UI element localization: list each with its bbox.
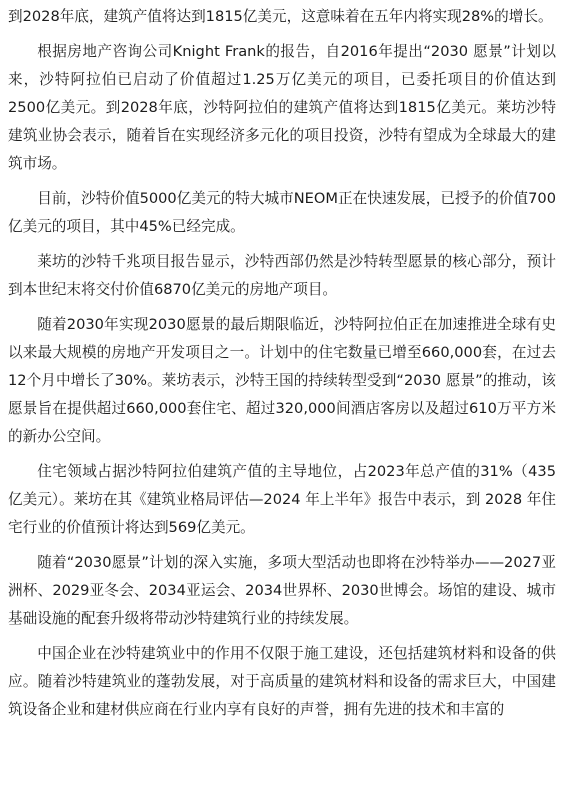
paragraph-1: 到2028年底，建筑产值将达到1815亿美元，这意味着在五年内将实现28%的增长。: [8, 8, 553, 25]
paragraph-6: 住宅领域占据沙特阿拉伯建筑产值的主导地位，占2023年总产值的31%（435亿美元）。莱坊在其《建筑业格局评估—2024 年上半年》报告中表示，到 2028 年住宅行业的价值预计将达到569亿美元。: [8, 463, 556, 536]
paragraph-4: 莱坊的沙特千兆项目报告显示，沙特西部仍然是沙特转型愿景的核心部分，预计到本世纪末将交付价值6870亿美元的房地产项目。: [8, 253, 556, 298]
paragraph-3: 目前，沙特价值5000亿美元的特大城市NEOM正在快速发展，已授予的价值700亿美元的项目，其中45%已经完成。: [8, 190, 556, 235]
paragraph-2: 根据房地产咨询公司Knight Frank的报告，自2016年提出“2030 愿景”计划以来，沙特阿拉伯已启动了价值超过1.25万亿美元的项目，已委托项目的价值达到2500亿美元。到2028年底，沙特阿拉伯的建筑产值将达到1815亿美元。莱坊沙特建筑业协会表示，随着旨在实现经济多元化的项目投资，沙特有望成为全球最大的建筑市场。: [8, 43, 556, 172]
paragraph-5: 随着2030年实现2030愿景的最后期限临近，沙特阿拉伯正在加速推进全球有史以来最大规模的房地产开发项目之一。计划中的住宅数量已增至660,000套，在过去12个月中增长了30%。莱坊表示，沙特王国的持续转型受到“2030 愿景”的推动，该愿景旨在提供超过660,000套住宅、超过320,000间酒店客房以及超过610万平方米的新办公空间。: [8, 316, 556, 445]
paragraph-7: 随着“2030愿景”计划的深入实施，多项大型活动也即将在沙特举办——2027亚洲杯、2029亚冬会、2034亚运会、2034世界杯、2030世博会。场馆的建设、城市基础设施的配套升级将带动沙特建筑行业的持续发展。: [8, 554, 556, 627]
paragraph-8: 中国企业在沙特建筑业中的作用不仅限于施工建设，还包括建筑材料和设备的供应。随着沙特建筑业的蓬勃发展，对于高质量的建筑材料和设备的需求巨大，中国建筑设备企业和建材供应商在行业内享有良好的声誉，拥有先进的技术和丰富的: [8, 645, 556, 718]
article-body: [8, 0, 556, 731]
